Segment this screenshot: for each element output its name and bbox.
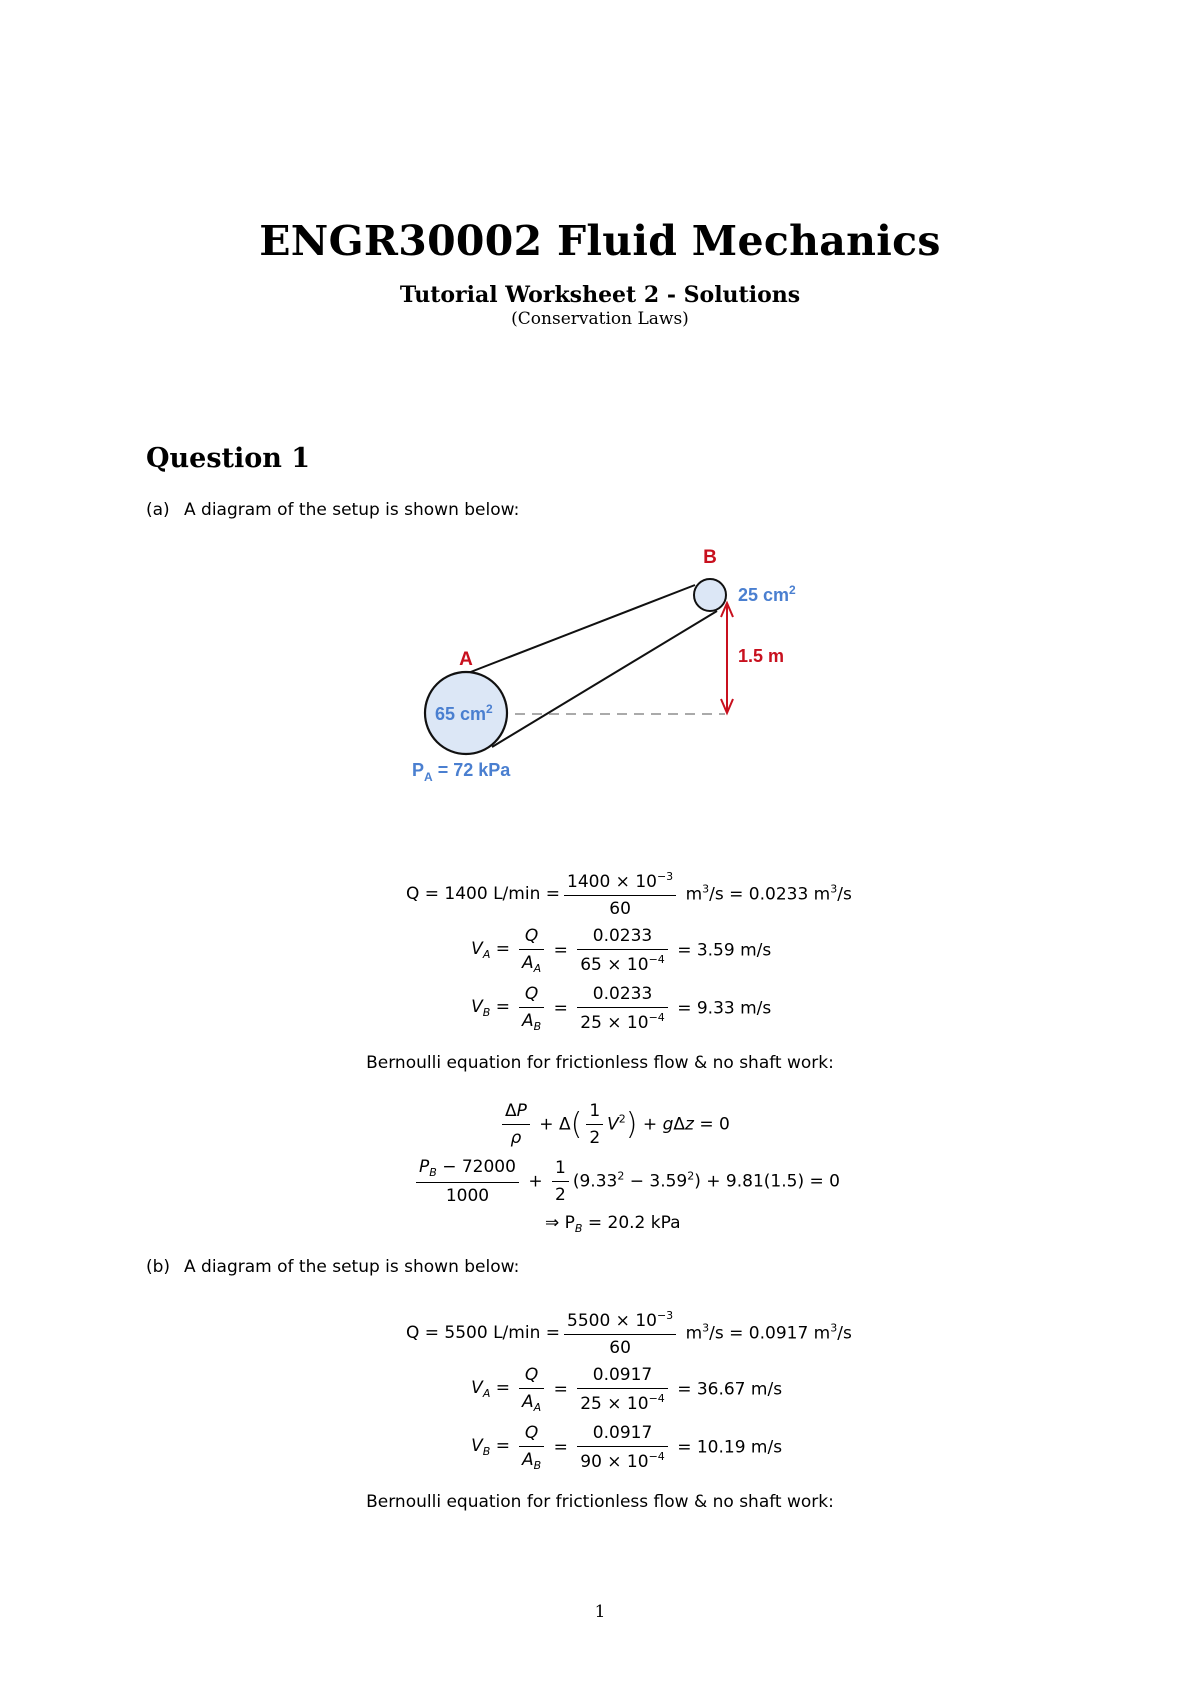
part-a-text: A diagram of the setup is shown below: [184, 500, 520, 520]
area-a-label: 65 $cm^2$ [435, 702, 493, 724]
eq-a-bernoulli-substituted: $\frac{P_B - 72000}{1000}$ + $\frac{1}{2}$ $(9.33^2 - 3.59^2) + 9.81(1.5) = 0$ [0, 1153, 1200, 1209]
part-a-intro [146, 500, 519, 520]
eq-a-velocity-a: $V_A$ = $\frac{Q}{A_A}$ = $\frac{0.0233}{65 \times 10^{-4}}$ = 3.59 m/s [471, 925, 772, 975]
point-a-label: A [459, 649, 473, 670]
pressure-a-label: $P_A = 72$ kPa [412, 760, 511, 784]
page-number: 1 [594, 1602, 606, 1622]
document-topic: (Conservation Laws) [511, 309, 689, 329]
document-subtitle: Tutorial Worksheet 2 - Solutions [399, 282, 801, 308]
area-b-label: 25 $cm^2$ [738, 583, 796, 605]
section-b-circle [694, 579, 726, 611]
pipe-upper-edge [468, 585, 695, 673]
point-b-label: B [703, 547, 717, 568]
part-a-label: (a) [146, 500, 170, 520]
eq-b-flowrate: Q = 5500 L/min = $\frac{5500 \times 10^{-3}}{60}$ $m^3/s = 0.0917$ $m^3/s$ [405, 1308, 852, 1358]
part-b-text: A diagram of the setup is shown below: [184, 1257, 520, 1277]
eq-a-result: ⇒ $P_B = 20.2$ kPa [545, 1213, 681, 1235]
height-label: 1.5 m [738, 646, 785, 666]
eq-a-flowrate: Q = 1400 L/min = $\frac{1400 \times 10^{-3}}{60}$ $m^3/s = 0.0233$ $m^3/s$ [405, 869, 852, 919]
part-b-label: (b) [146, 1257, 171, 1277]
eq-b-velocity-a: $V_A$ = $\frac{Q}{A_A}$ = $\frac{0.0917}{25 \times 10^{-4}}$ = 36.67 m/s [471, 1364, 783, 1414]
eq-a-velocity-b: $V_B$ = $\frac{Q}{A_B}$ = $\frac{0.0233}{25 \times 10^{-4}}$ = 9.33 m/s [471, 983, 772, 1033]
question-heading: Question 1 [146, 443, 311, 474]
pipe-lower-edge [492, 611, 717, 747]
bernoulli-intro-b: Bernoulli equation for frictionless flow & no shaft work: [366, 1492, 834, 1512]
bernoulli-intro-a: Bernoulli equation for frictionless flow & no shaft work: [366, 1053, 834, 1073]
pipe-diagram [400, 545, 820, 795]
eq-b-velocity-b: $V_B$ = $\frac{Q}{A_B}$ = $\frac{0.0917}{90 \times 10^{-4}}$ = 10.19 m/s [471, 1422, 783, 1472]
part-b-intro [146, 1257, 519, 1277]
eq-a-bernoulli-general: $\frac{\Delta P}{\rho}$ + Δ( $\frac{1}{2}$ $V^2) + g\Delta z = 0$ [0, 1096, 1200, 1152]
document-title: ENGR30002 Fluid Mechanics [259, 217, 941, 265]
